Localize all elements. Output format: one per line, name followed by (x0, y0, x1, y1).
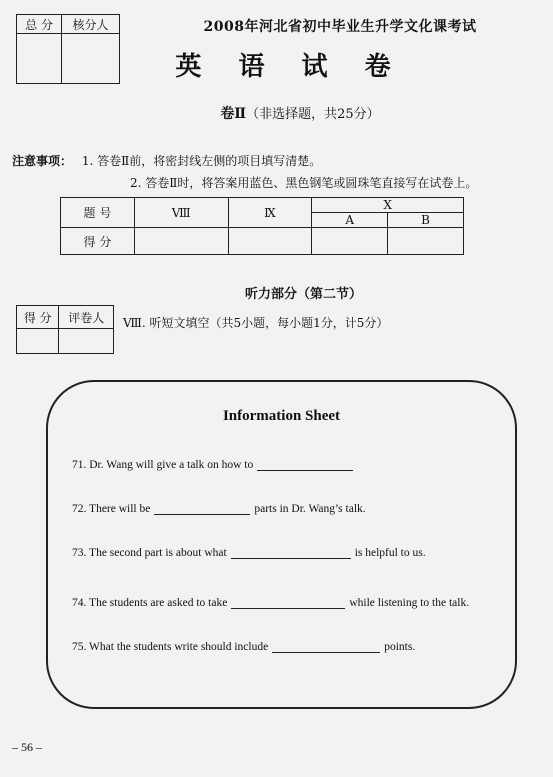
total-score-header: 总 分 (17, 15, 62, 34)
paper-label: 卷Ⅱ (220, 106, 247, 122)
subject-title: 英 语 试 卷 (175, 52, 405, 82)
q71-text: 71. Dr. Wang will give a talk on how to (72, 459, 254, 471)
col-viii: Ⅷ (134, 198, 228, 228)
question-73 (72, 546, 426, 559)
score-x-a[interactable] (312, 228, 388, 255)
checker-cell[interactable] (62, 34, 120, 84)
score-ix[interactable] (228, 228, 312, 255)
paper-number (170, 103, 430, 123)
col-x: Ⅹ (312, 198, 464, 213)
section-heading: 听力部分（第二节） (245, 287, 363, 302)
section-grader-header: 评卷人 (59, 306, 114, 329)
instruction-2: 2. 答卷Ⅱ时，将答案用蓝色、黑色钢笔或圆珠笔直接写在试卷上。 (130, 176, 478, 190)
col-x-a: A (312, 213, 388, 228)
instructions (12, 150, 542, 194)
q75-blank[interactable] (272, 640, 380, 653)
question-number-label: 题 号 (61, 198, 135, 228)
section-grader-cell[interactable] (59, 329, 114, 354)
question-74 (72, 596, 469, 609)
total-score-table (16, 14, 120, 84)
score-viii[interactable] (134, 228, 228, 255)
question-71 (72, 458, 357, 471)
col-x-b: B (388, 213, 464, 228)
information-sheet (46, 380, 517, 709)
q73-blank[interactable] (231, 546, 351, 559)
total-score-cell[interactable] (17, 34, 62, 84)
instruction-1: 1. 答卷Ⅱ前，将密封线左侧的项目填写清楚。 (81, 154, 322, 168)
exam-title: 2008年河北省初中毕业生升学文化课考试 (203, 19, 477, 35)
instructions-label: 注意事项： (12, 154, 73, 168)
col-ix: Ⅸ (228, 198, 312, 228)
q73-text-post: is helpful to us. (354, 547, 426, 559)
grade-table (60, 197, 464, 255)
score-row-label: 得 分 (61, 228, 135, 255)
question-75 (72, 640, 415, 653)
question-72 (72, 502, 366, 515)
q74-text-post: while listening to the talk. (349, 597, 470, 609)
paper-note: （非选择题，共25分） (246, 107, 380, 122)
section-score-table (16, 305, 114, 354)
q75-text-post: points. (384, 641, 416, 653)
q72-blank[interactable] (154, 502, 250, 515)
section-score-cell[interactable] (17, 329, 59, 354)
q73-text-pre: 73. The second part is about what (72, 547, 227, 559)
checker-header: 核分人 (62, 15, 120, 34)
q75-text-pre: 75. What the students write should include (72, 641, 269, 653)
q71-blank[interactable] (257, 458, 353, 471)
score-x-b[interactable] (388, 228, 464, 255)
q72-text-post: parts in Dr. Wang’s talk. (254, 503, 366, 515)
task-instruction: Ⅷ. 听短文填空（共5小题，每小题1分，计5分） (123, 316, 389, 330)
q74-text-pre: 74. The students are asked to take (72, 597, 228, 609)
q74-blank[interactable] (231, 596, 345, 609)
section-score-header: 得 分 (17, 306, 59, 329)
q72-text-pre: 72. There will be (72, 503, 151, 515)
page-number: – 56 – (12, 740, 42, 754)
sheet-title: Information Sheet (222, 408, 341, 424)
